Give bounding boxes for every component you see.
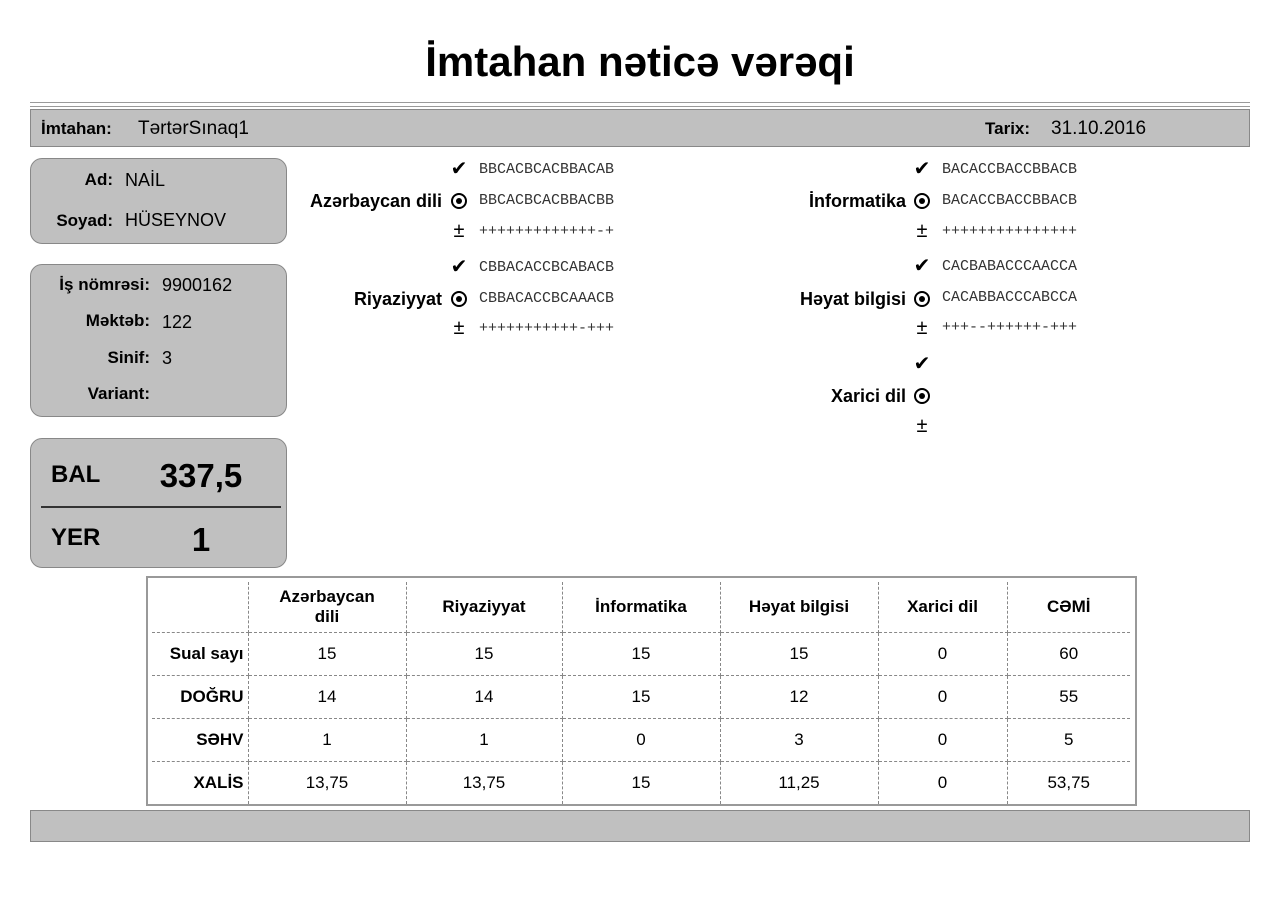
table-cell: 0 xyxy=(878,676,1007,719)
table-cell: 15 xyxy=(720,633,878,676)
student-answers: CACABBACCCABCCA xyxy=(942,289,1078,306)
plus-minus-icon: ± xyxy=(453,317,465,339)
student-answers: CBBACACCBCAAACB xyxy=(479,290,615,307)
table-cell: 15 xyxy=(562,676,720,719)
footer-bar xyxy=(30,810,1250,842)
subject-name: Həyat bilgisi xyxy=(799,289,906,309)
table-row xyxy=(152,633,1130,676)
table-cell: 13,75 xyxy=(406,762,562,805)
check-icon: ✔ xyxy=(913,353,931,375)
subject-name: İnformatika xyxy=(808,191,906,211)
table-cell: 0 xyxy=(878,762,1007,805)
subject-name: Xarici dil xyxy=(830,386,906,406)
table-cell: 53,75 xyxy=(1047,773,1091,792)
answer-key: CBBACACCBCABACB xyxy=(479,259,615,276)
surname-label: Soyad: xyxy=(56,211,113,230)
answer-key: CACBABACCCAACCA xyxy=(942,258,1078,275)
table-cell: 60 xyxy=(1007,633,1130,676)
bal-value: 337,5 xyxy=(159,457,243,494)
table-cell: 5 xyxy=(1007,719,1130,762)
divider xyxy=(30,106,1250,107)
radio-icon xyxy=(451,291,467,307)
table-cell: 1 xyxy=(406,719,562,762)
name-label: Ad: xyxy=(84,170,113,189)
class-value: 3 xyxy=(162,348,173,368)
table-cell: 14 xyxy=(406,676,562,719)
variant-label: Variant: xyxy=(87,384,150,403)
exam-info-bar xyxy=(30,109,1250,147)
score-box xyxy=(30,438,287,568)
table-row xyxy=(152,762,1130,805)
table-cell: 14 xyxy=(248,676,406,719)
exam-value: TərtərSınaq1 xyxy=(138,118,249,139)
page-title: İmtahan nəticə vərəqi xyxy=(425,38,855,85)
check-icon: ✔ xyxy=(450,158,468,180)
table-cell: 15 xyxy=(562,633,720,676)
header-cell: İnformatika xyxy=(562,582,720,633)
student-answers: BBCACBCACBBACBB xyxy=(479,192,615,209)
table-cell: 0 xyxy=(562,719,720,762)
table-cell: 3 xyxy=(720,719,878,762)
answer-result: +++--++++++-+++ xyxy=(942,319,1078,336)
student-info-box xyxy=(30,264,287,417)
work-number-value: 9900162 xyxy=(162,275,233,295)
divider xyxy=(30,102,1250,103)
header-cell xyxy=(152,582,248,633)
yer-label: YER xyxy=(51,524,101,551)
table-cell: 55 xyxy=(1007,676,1130,719)
subject-name: Riyaziyyat xyxy=(353,289,442,309)
results-table-container xyxy=(146,576,1137,806)
plus-minus-icon: ± xyxy=(916,415,928,437)
table-cell: 15 xyxy=(562,762,720,805)
answer-result: +++++++++++-+++ xyxy=(479,320,615,337)
table-cell: 12 xyxy=(720,676,878,719)
plus-minus-icon: ± xyxy=(916,317,928,339)
school-value: 122 xyxy=(162,312,193,332)
table-row xyxy=(152,719,1130,762)
date-label: Tarix: xyxy=(985,119,1031,138)
answer-key: BACACCBACCBBACB xyxy=(942,161,1078,178)
table-cell: 15 xyxy=(406,633,562,676)
table-cell: 15 xyxy=(248,633,406,676)
work-number-label: İş nömrəsi: xyxy=(59,275,150,294)
subject-name: Azərbaycan dili xyxy=(309,191,442,211)
table-cell: 1 xyxy=(248,719,406,762)
radio-icon xyxy=(914,388,930,404)
answer-key: BBCACBCACBBACAB xyxy=(479,161,615,178)
answer-result: +++++++++++++++ xyxy=(942,223,1078,240)
school-label: Məktəb: xyxy=(85,311,150,330)
bal-label: BAL xyxy=(51,461,101,488)
table-cell: 0 xyxy=(878,633,1007,676)
class-label: Sinif: xyxy=(107,348,150,367)
radio-icon xyxy=(914,193,930,209)
table-header-row xyxy=(152,582,1130,633)
table-row xyxy=(152,676,1130,719)
row-header: Sual sayı xyxy=(152,633,248,676)
row-header: XALİS xyxy=(152,762,248,805)
table-cell: 13,75 xyxy=(248,762,406,805)
exam-label: İmtahan: xyxy=(41,119,112,138)
results-table xyxy=(152,582,1130,804)
yer-value: 1 xyxy=(191,521,211,558)
plus-minus-icon: ± xyxy=(916,220,928,242)
row-header: SƏHV xyxy=(152,719,248,762)
name-value: NAİL xyxy=(125,170,166,190)
check-icon: ✔ xyxy=(913,255,931,277)
check-icon: ✔ xyxy=(913,158,931,180)
row-header: DOĞRU xyxy=(152,676,248,719)
header-cell: Həyat bilgisi xyxy=(720,582,878,633)
header-cell: Azərbaycan dili xyxy=(248,582,406,633)
check-icon: ✔ xyxy=(450,256,468,278)
date-value: 31.10.2016 xyxy=(1051,118,1147,139)
surname-value: HÜSEYNOV xyxy=(125,210,227,230)
header-cell: Riyaziyyat xyxy=(406,582,562,633)
table-cell: 0 xyxy=(878,719,1007,762)
header-cell: CƏMİ xyxy=(1007,582,1130,633)
student-answers: BACACCBACCBBACB xyxy=(942,192,1078,209)
header-cell: Xarici dil xyxy=(878,582,1007,633)
table-cell: 11,25 xyxy=(720,762,878,805)
score-divider xyxy=(41,506,281,508)
plus-minus-icon: ± xyxy=(453,220,465,242)
radio-icon xyxy=(451,193,467,209)
radio-icon xyxy=(914,291,930,307)
answer-result: +++++++++++++-+ xyxy=(479,223,615,240)
